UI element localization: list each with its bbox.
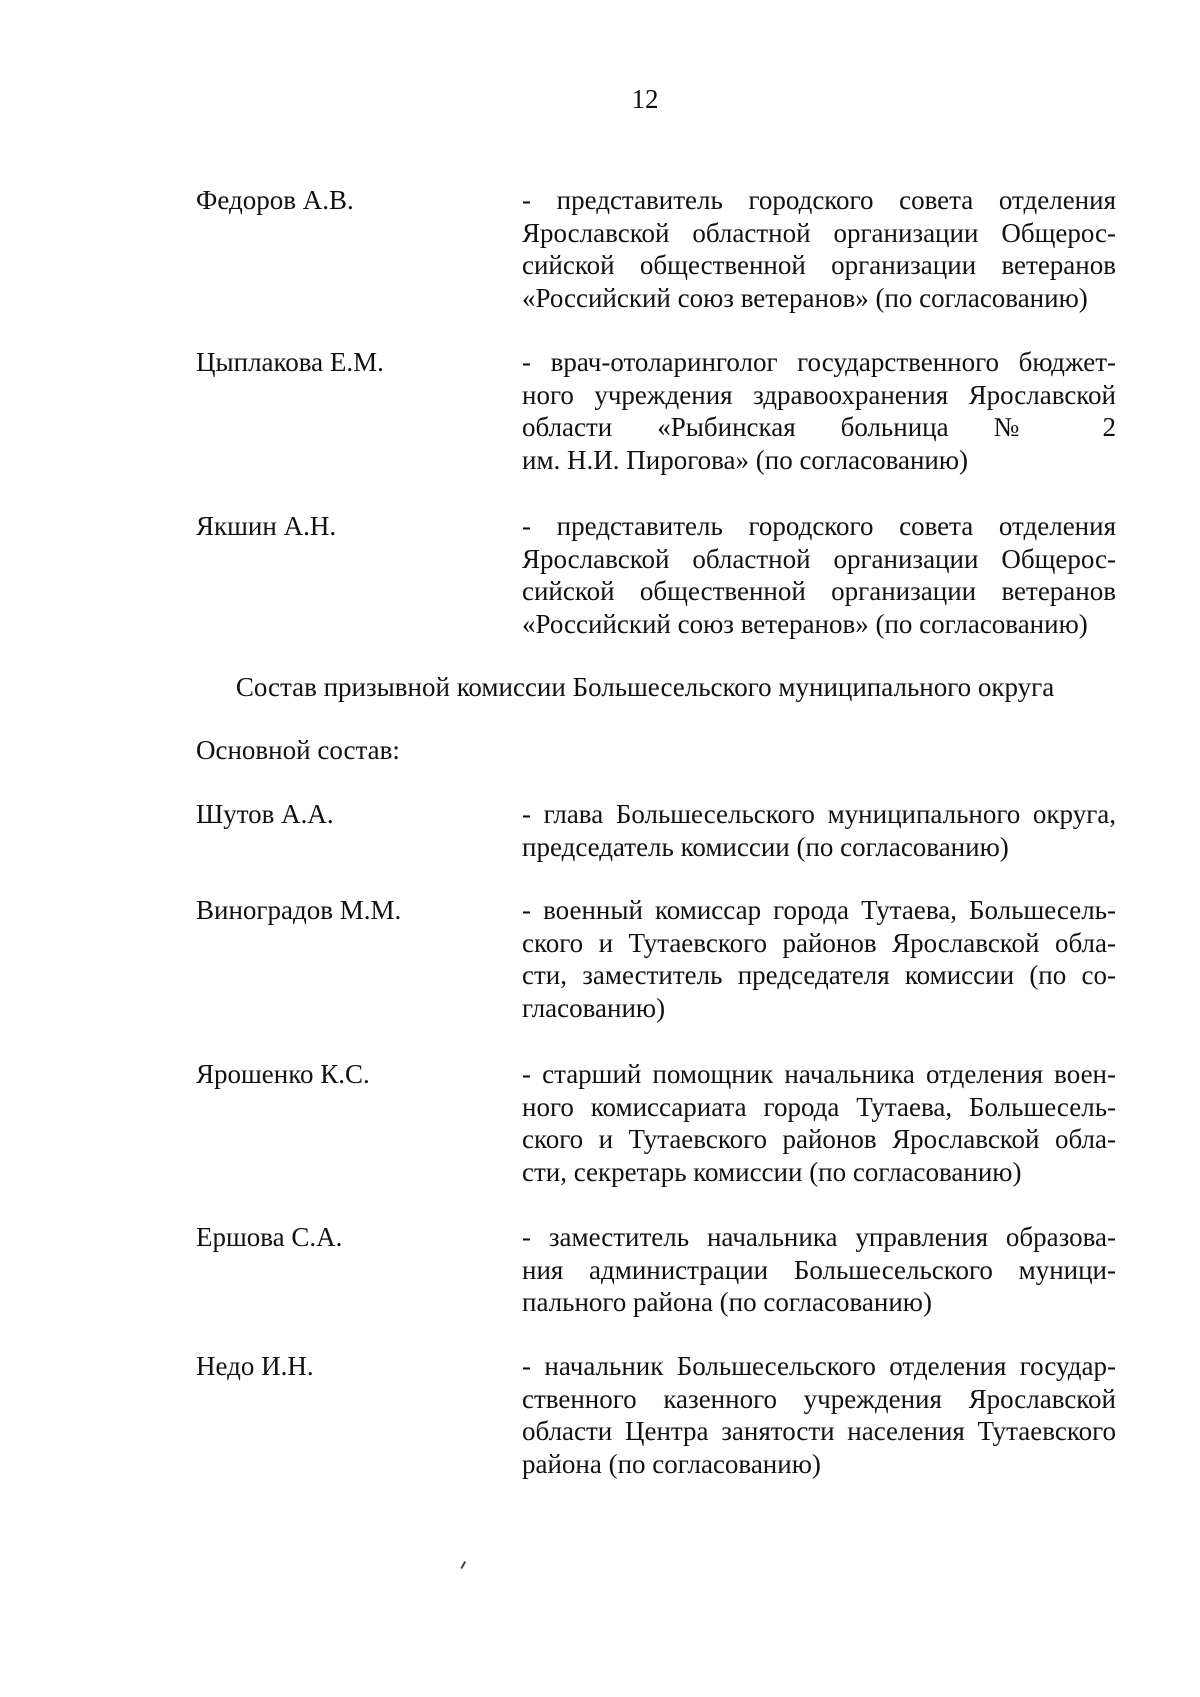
role-line: сийской общественной организации ветеранов <box>522 250 1116 280</box>
member-name: Федоров А.В. <box>196 185 354 215</box>
role-line: Ярославской областной организации Общерос- <box>522 543 1116 574</box>
role-line: Ярославской областной организации Общерос- <box>522 217 1116 248</box>
role-line: ного учреждения здравоохранения Ярославской <box>522 379 1116 410</box>
member-name: Ярошенко К.С. <box>196 1059 370 1089</box>
role-line: района (по согласованию) <box>522 1448 821 1479</box>
role-line: председатель комиссии (по согласованию) <box>522 831 1009 862</box>
role-line: - начальник Большесельского отделения государ- <box>522 1351 1116 1381</box>
role-line: - заместитель начальника управления образова- <box>522 1222 1116 1252</box>
role-line: ского и Тутаевского районов Ярославской обла- <box>522 1124 1116 1154</box>
role-line: - старший помощник начальника отделения воен- <box>522 1059 1116 1089</box>
section-title: Состав призывной комиссии Большесельского муниципального округа <box>235 672 1055 702</box>
role-line: - военный комиссар города Тутаева, Большесель- <box>522 895 1116 925</box>
member-role <box>522 1058 1116 1188</box>
role-line: - глава Большесельского муниципального округа, <box>522 799 1116 829</box>
member-name: Якшин А.Н. <box>196 511 337 541</box>
member-role <box>522 510 1116 640</box>
role-line: пального района (по согласованию) <box>522 1287 932 1317</box>
role-line: области Центра занятости населения Тутаевского <box>522 1416 1116 1446</box>
member-name: Шутов А.А. <box>196 799 334 829</box>
role-line: гласованию) <box>522 992 666 1023</box>
member-role <box>522 346 1116 476</box>
member-role <box>522 1350 1116 1480</box>
role-line: сийской общественной организации ветеранов <box>522 576 1116 606</box>
role-line: - представитель городского совета отделения <box>522 511 1116 541</box>
subheading: Основной состав: <box>196 735 400 765</box>
role-line: сти, секретарь комиссии (по согласованию) <box>522 1156 1022 1187</box>
member-name: Ершова С.А. <box>196 1222 343 1252</box>
role-line: области «Рыбинская больница № 2 <box>522 412 1116 442</box>
role-line: сти, заместитель председателя комиссии (по со- <box>522 960 1116 990</box>
member-name: Недо И.Н. <box>196 1351 314 1381</box>
member-role <box>522 798 1116 863</box>
member-role <box>522 184 1116 314</box>
member-role <box>522 1221 1116 1319</box>
role-line: - врач-отоларинголог государственного бюджет- <box>522 347 1116 377</box>
role-line: им. Н.И. Пирогова» (по согласованию) <box>522 444 969 475</box>
member-name: Виноградов М.М. <box>196 895 402 925</box>
role-line: ного комиссариата города Тутаева, Большесель- <box>522 1091 1116 1122</box>
role-line: «Российский союз ветеранов» (по согласованию) <box>522 608 1088 639</box>
page-number: 12 <box>631 84 659 114</box>
role-line: - представитель городского совета отделения <box>522 185 1116 215</box>
role-line: «Российский союз ветеранов» (по согласованию) <box>522 282 1088 313</box>
scan-mark <box>460 1561 469 1571</box>
member-role <box>522 894 1116 1024</box>
role-line: ственного казенного учреждения Ярославской <box>522 1383 1116 1414</box>
role-line: ского и Тутаевского районов Ярославской обла- <box>522 927 1116 958</box>
member-name: Цыплакова Е.М. <box>196 347 384 377</box>
role-line: ния администрации Большесельского муници- <box>522 1254 1116 1285</box>
